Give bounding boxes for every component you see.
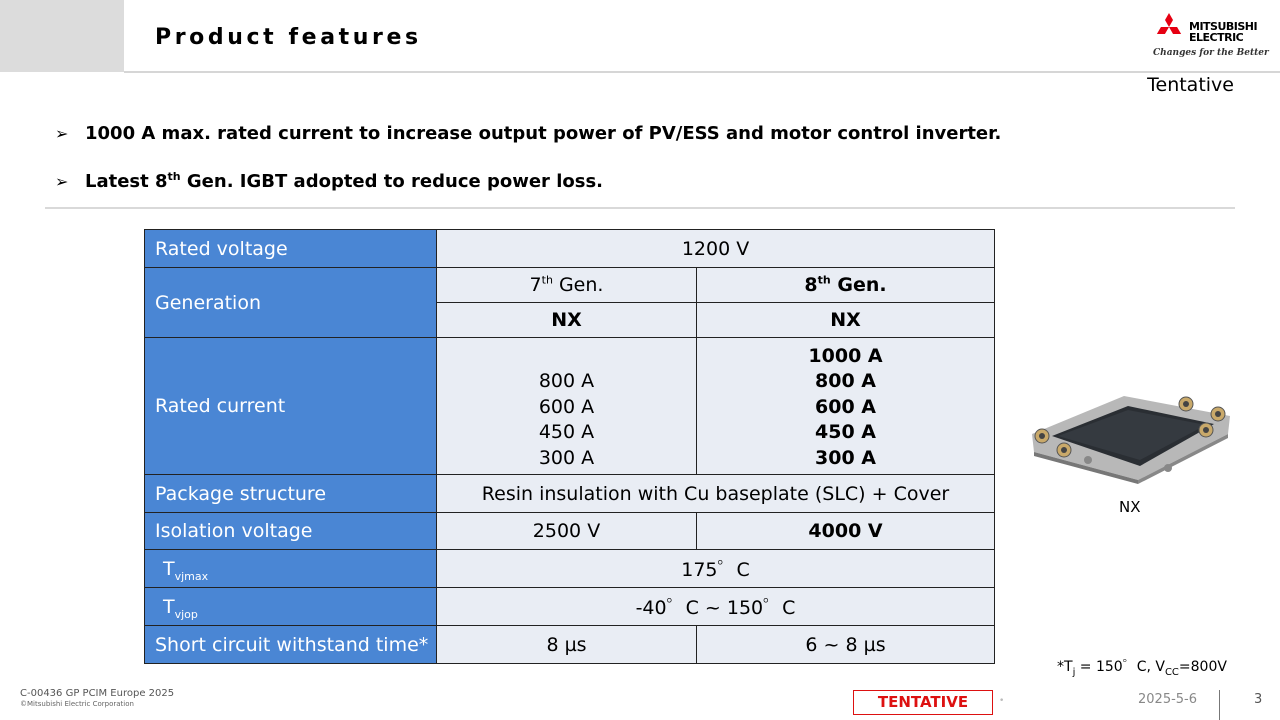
tentative-label: Tentative [1147, 74, 1234, 96]
value-gen8-package: NX [697, 303, 995, 338]
table-row [145, 550, 995, 588]
current-value: 600 A [538, 395, 595, 418]
logo-name-line2: ELECTRIC [1189, 31, 1244, 44]
label-tvjop: $T_{vjop}$ [145, 588, 437, 626]
label-short-circuit: Short circuit withstand time* [145, 626, 437, 664]
footer-doc-id: C-00436 GP PCIM Europe 2025 [20, 688, 175, 699]
table-row [145, 588, 995, 626]
value-rated-voltage: 1200 V [437, 230, 995, 268]
table-row [145, 475, 995, 513]
value-short-circuit-gen7: 8 µs [437, 626, 697, 664]
table-row [145, 626, 995, 664]
value-gen8: 8th Gen. [697, 268, 995, 303]
content-divider [45, 207, 1235, 209]
current-value: 300 A [815, 446, 876, 469]
value-gen7-package: NX [437, 303, 697, 338]
bullet-item [55, 120, 1001, 146]
current-value: 450 A [538, 421, 595, 443]
current-value: 300 A [538, 446, 595, 469]
value-isolation-gen8: 4000 V [697, 513, 995, 550]
label-isolation-voltage: Isolation voltage [145, 513, 437, 550]
nx-module-image [1028, 386, 1232, 486]
mitsubishi-electric-logo [1150, 12, 1270, 62]
page-title: Product features [155, 25, 422, 50]
current-value: 800 A [815, 370, 876, 392]
value-isolation-gen7: 2500 V [437, 513, 697, 550]
header-divider [124, 71, 1280, 73]
footer-date: 2025-5-6 [1138, 692, 1198, 707]
current-value: 1000 A [808, 344, 883, 367]
label-generation: Generation [145, 268, 437, 338]
title-block [0, 0, 124, 72]
table-row [145, 230, 995, 268]
label-tvjmax: $T_{vjmax}$ [145, 550, 437, 588]
value-tvjmax: 175゜C [437, 550, 995, 588]
logo-name-line1: MITSUBISHI [1189, 20, 1258, 33]
value-rated-current-gen7 [437, 338, 697, 475]
value-short-circuit-gen8: 6 ~ 8 µs [697, 626, 995, 664]
tentative-badge: TENTATIVE [853, 690, 993, 715]
spec-table [144, 229, 995, 664]
bullet-item [55, 168, 1001, 194]
value-gen7: 7th Gen. [437, 268, 697, 303]
arrowhead-bullet-icon: ➢ [55, 123, 69, 143]
label-package-structure: Package structure [145, 475, 437, 513]
footer-dot: • [999, 696, 1005, 706]
value-tvjop: -40゜C ~ 150゜C [437, 588, 995, 626]
arrowhead-bullet-icon: ➢ [55, 171, 69, 191]
logo-name [1189, 21, 1257, 43]
three-diamonds-icon [1152, 12, 1186, 46]
page-number: 3 [1254, 692, 1263, 707]
bullet-text: 1000 A max. rated current to increase output power of PV/ESS and motor control inverter. [85, 122, 1002, 144]
current-value: 800 A [538, 370, 595, 392]
table-row [145, 268, 995, 303]
product-caption: NX [1119, 498, 1141, 516]
table-row [145, 338, 995, 475]
footnote: $*T_j = 150$゜C, $V_{CC}=800V$ [1057, 659, 1227, 678]
logo-tagline: Changes for the Better [1153, 48, 1269, 58]
value-package-structure: Resin insulation with Cu baseplate (SLC) + Cover [437, 475, 995, 513]
label-rated-current: Rated current [145, 338, 437, 475]
table-row [145, 513, 995, 550]
footer-copyright: ©Mitsubishi Electric Corporation [20, 700, 134, 708]
current-value: 450 A [815, 421, 876, 443]
feature-bullets [55, 120, 1001, 216]
bullet-text: Latest 8th Gen. IGBT adopted to reduce power loss. [85, 169, 603, 192]
value-rated-current-gen8 [697, 338, 995, 475]
current-value: 600 A [815, 395, 876, 418]
footer-divider [1219, 690, 1220, 720]
label-rated-voltage: Rated voltage [145, 230, 437, 268]
